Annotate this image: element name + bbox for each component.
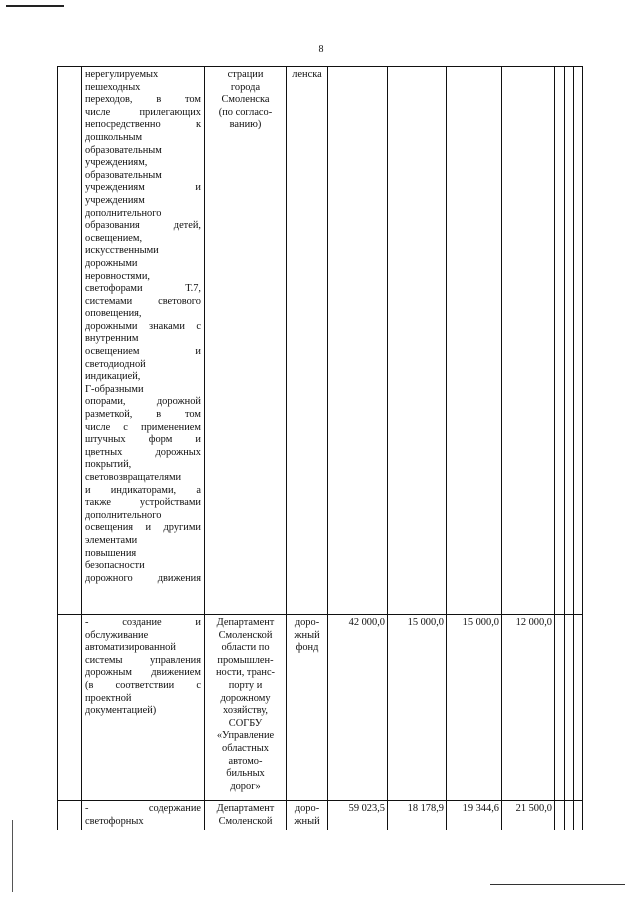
cell-line: (в соответствии с (85, 679, 201, 691)
cell-line: - содержание (85, 803, 201, 814)
amount-cell: 19 344,6 (447, 801, 502, 831)
cell-line: дорог» (230, 780, 261, 792)
cell-line: порту и (228, 679, 263, 691)
cell-line: светодиодной (85, 358, 146, 370)
cell-line: проектной (85, 692, 132, 704)
cell-line: учреждениям (85, 194, 145, 206)
cell-line: и индикаторами, а (85, 484, 201, 496)
cell-line: доро- (294, 617, 320, 628)
cell-line: образовательным (85, 169, 162, 181)
executor-cell (205, 67, 287, 615)
executor-cell (205, 801, 287, 831)
cell-line: цветных дорожных (85, 446, 201, 458)
cell-line: светофорных (85, 815, 144, 827)
cell-line: пешеходных (85, 81, 141, 93)
cell-line: разметкой, в том (85, 409, 201, 421)
cell-line: дорожным движением (85, 667, 201, 679)
cell-line: ванию) (229, 119, 262, 131)
indicator-cell (565, 615, 574, 801)
scan-edge-bottom (490, 884, 625, 885)
cell-line: Департамент (216, 617, 275, 628)
amount-cell: 42 000,0 (328, 615, 388, 801)
page-number: 8 (318, 44, 324, 55)
indicator-cell (565, 801, 574, 831)
cell-line: автомо- (228, 755, 263, 767)
cell-line: промышлен- (217, 654, 274, 666)
scan-edge-top (6, 5, 64, 7)
cell-line: световозвращателями (85, 472, 182, 483)
cell-line: повышения (85, 547, 137, 559)
cell-line: дорожному (220, 692, 271, 704)
cell-line: системами светового (85, 295, 201, 307)
amount-cell (328, 67, 388, 615)
executor-cell (205, 615, 287, 801)
cell-line: неровностями, (85, 270, 151, 282)
cell-line: Смоленской (218, 815, 273, 827)
cell-line: дорожными (85, 257, 138, 269)
amount-cell: 15 000,0 (447, 615, 502, 801)
description-cell (82, 615, 205, 801)
indicator-cell (555, 801, 565, 831)
amount-cell: 59 023,5 (328, 801, 388, 831)
cell-line: дополнительного (85, 509, 162, 521)
cell-line: Г-образными (85, 383, 144, 395)
cell-line: освещения и другими (85, 522, 201, 534)
cell-line: учреждениям, (85, 157, 148, 169)
cell-line: дошкольным (85, 131, 143, 143)
cell-line: освещением, (85, 232, 143, 244)
description-cell (82, 801, 205, 831)
scan-edge-left (12, 820, 13, 892)
cell-line: (по согласо- (218, 106, 273, 118)
cell-line: светофорами Т.7, (85, 283, 201, 295)
cell-line: области по (221, 642, 270, 654)
cell-line: документацией) (85, 705, 157, 717)
indicator-cell (555, 67, 565, 615)
cell-line: числе с применением (85, 421, 201, 433)
cell-line: обслуживание (85, 629, 149, 641)
cell-line: внутренним (85, 333, 139, 345)
cell-line: автоматизированной (85, 642, 176, 654)
cell-line: непосредственно к (85, 119, 201, 131)
cell-line: ленска (292, 69, 322, 80)
cell-line: переходов, в том (85, 94, 201, 106)
cell-line: Смоленска (221, 94, 270, 106)
number-cell (58, 615, 82, 801)
cell-line: учреждениям и (85, 182, 201, 194)
cell-line: дорожного движения (85, 572, 201, 584)
amount-cell (502, 67, 555, 615)
cell-line: доро- (294, 803, 320, 814)
cell-line: СОГБУ (228, 717, 263, 729)
cell-line: Департамент (216, 803, 275, 814)
cell-line: города (230, 81, 261, 93)
cell-line: системы управления (85, 654, 201, 666)
cell-line: опорами, дорожной (85, 396, 201, 408)
cell-line: областных (222, 742, 269, 754)
cell-line: фонд (295, 642, 319, 654)
cell-line: также устройствами (85, 497, 201, 509)
amount-cell: 12 000,0 (502, 615, 555, 801)
cell-line: нерегулируемых (85, 69, 159, 80)
cell-line: «Управление (216, 730, 275, 742)
amount-cell: 15 000,0 (388, 615, 447, 801)
cell-line: жный (294, 629, 320, 641)
table-row (58, 67, 583, 615)
cell-line: дополнительного (85, 207, 162, 219)
cell-line: Смоленской (218, 629, 273, 641)
cell-line: числе прилегающих (85, 106, 201, 118)
table-body (58, 67, 583, 831)
cell-line: ности, транс- (215, 667, 276, 679)
indicator-cell (555, 615, 565, 801)
program-table (57, 66, 583, 830)
cell-line: - создание и (85, 617, 201, 628)
funding-source-cell (287, 67, 328, 615)
cell-line: оповещения, (85, 308, 142, 320)
amount-cell (447, 67, 502, 615)
cell-line: бильных (226, 768, 265, 780)
amount-cell: 21 500,0 (502, 801, 555, 831)
cell-line: элементами (85, 534, 138, 546)
cell-line: безопасности (85, 560, 145, 572)
funding-source-cell (287, 615, 328, 801)
amount-cell (388, 67, 447, 615)
table-row (58, 615, 583, 801)
number-cell (58, 801, 82, 831)
indicator-cell (574, 615, 583, 801)
cell-line: образовательным (85, 144, 162, 156)
cell-line: индикацией, (85, 371, 141, 383)
cell-line: дорожными знаками с (85, 320, 201, 332)
funding-source-cell (287, 801, 328, 831)
indicator-cell (565, 67, 574, 615)
description-cell (82, 67, 205, 615)
cell-line: освещением и (85, 346, 201, 358)
indicator-cell (574, 801, 583, 831)
amount-cell: 18 178,9 (388, 801, 447, 831)
number-cell (58, 67, 82, 615)
indicator-cell (574, 67, 583, 615)
table-row (58, 801, 583, 831)
cell-line: покрытий, (85, 459, 132, 471)
cell-line: страции (227, 69, 264, 80)
cell-line: образования детей, (85, 220, 201, 232)
cell-line: жный (294, 815, 320, 827)
cell-line: искусственными (85, 245, 159, 257)
cell-line: штучных форм и (85, 434, 201, 446)
cell-line: хозяйству, (223, 705, 268, 717)
